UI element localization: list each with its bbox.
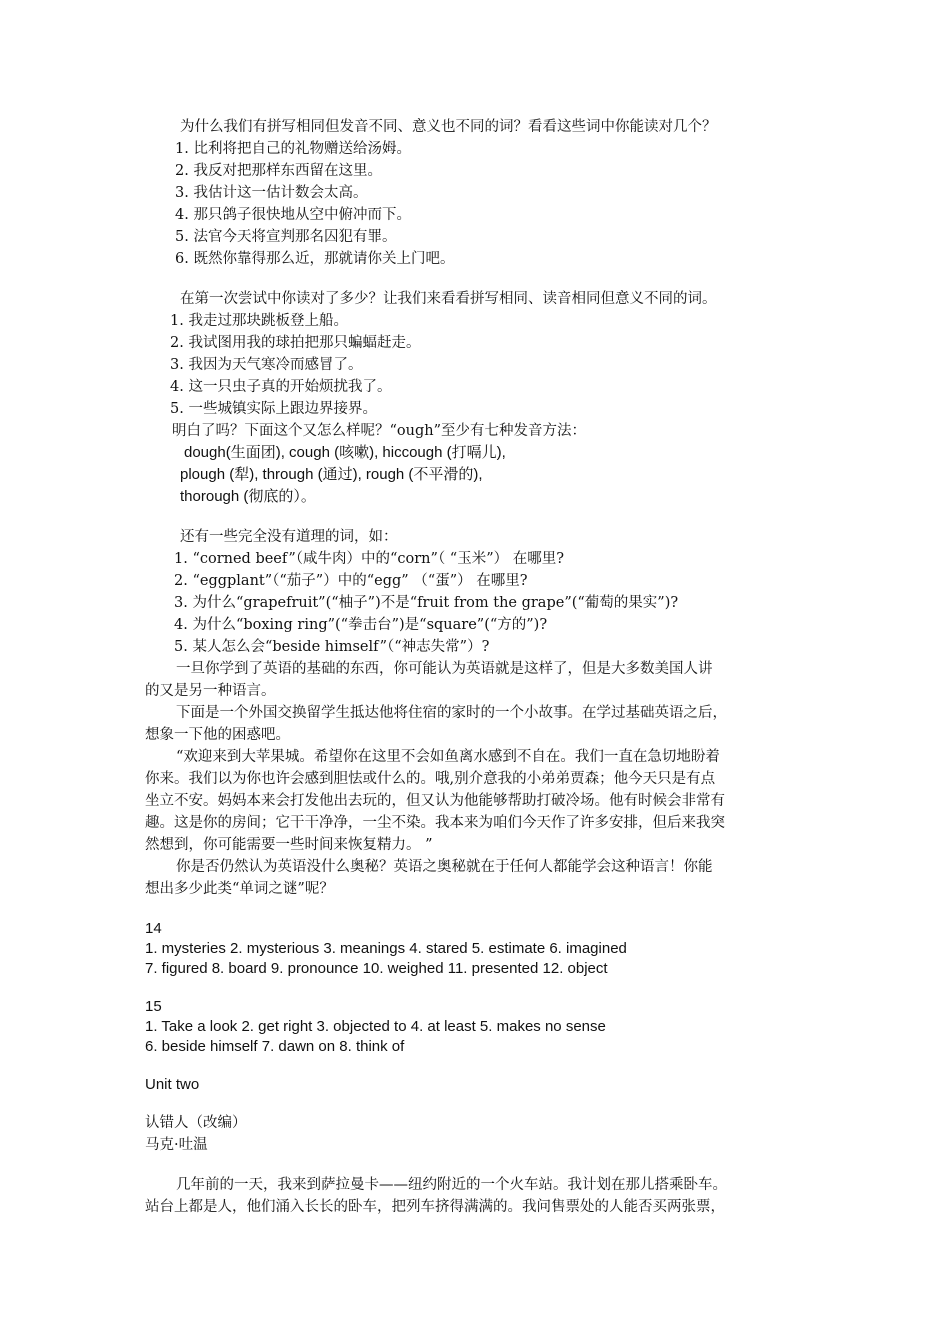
ough-line-1: dough(生面团), cough (咳嗽), hiccough (打嗝儿), [184, 444, 506, 461]
section1-item-1: 1. 比利将把自己的礼物赠送给汤姆。 [175, 141, 411, 157]
section1-item-5: 5. 法官今天将宣判那名囚犯有罪。 [175, 229, 397, 245]
paragraph-3-line-1: “欢迎来到大苹果城。希望你在这里不会如鱼离水感到不自在。我们一直在急切地盼着 [176, 749, 720, 765]
section1-item-6: 6. 既然你靠得那么近，那就请你关上门吧。 [175, 251, 455, 267]
section3-item-2: 2. “eggplant”（“茄子”）中的“egg” （“蛋”） 在哪里? [174, 573, 528, 589]
answers-14-line-2: 7. figured 8. board 9. pronounce 10. weighed 11. presented 12. object [145, 960, 608, 977]
section2-item-2: 2. 我试图用我的球拍把那只蝙蝠赶走。 [170, 335, 421, 351]
section3-item-4: 4. 为什么“boxing ring”(“拳击台”)是“square”(“方的”)? [174, 617, 548, 633]
section3-item-3: 3. 为什么“grapefruit”(“柚子”)不是“fruit from the grape”(“葡萄的果实”)? [174, 595, 679, 611]
story-paragraph-line-1: 几年前的一天，我来到萨拉曼卡——纽约附近的一个火车站。我计划在那儿搭乘卧车。 [176, 1177, 727, 1193]
answers-15-line-2: 6. beside himself 7. dawn on 8. think of [145, 1038, 405, 1055]
paragraph-3-line-2: 你来。我们以为你也许会感到胆怯或什么的。哦,别介意我的小弟弟贾森；他今天只是有点 [145, 771, 716, 787]
section2-item-3: 3. 我因为天气寒冷而感冒了。 [170, 357, 363, 373]
story-paragraph-line-2: 站台上都是人，他们涌入长长的卧车，把列车挤得满满的。我问售票处的人能否买两张票， [145, 1199, 725, 1215]
paragraph-2-line-2: 想象一下他的困惑吧。 [145, 727, 290, 743]
section2-item-1: 1. 我走过那块跳板登上船。 [170, 313, 348, 329]
story-title: 认错人（改编） [145, 1115, 247, 1131]
ough-line-3: thorough (彻底的）。 [180, 488, 316, 505]
section2-item-5: 5. 一些城镇实际上跟边界接界。 [170, 401, 377, 417]
paragraph-3-line-3: 坐立不安。妈妈本来会打发他出去玩的，但又认为他能够帮助打破冷场。他有时候会非常有 [145, 793, 725, 809]
paragraph-3-line-5: 然想到，你可能需要一些时间来恢复精力。 ” [145, 837, 433, 853]
section3-item-1: 1. “corned beef”（咸牛肉）中的“corn”（ “玉米”） 在哪里? [174, 551, 565, 567]
unit-heading: Unit two [145, 1076, 200, 1093]
section2-item-4: 4. 这一只虫子真的开始烦扰我了。 [170, 379, 392, 395]
answers-15-line-1: 1. Take a look 2. get right 3. objected to 4. at least 5. makes no sense [145, 1018, 606, 1035]
paragraph-1-line-1: 一旦你学到了英语的基础的东西，你可能认为英语就是这样了，但是大多数美国人讲 [176, 661, 713, 677]
paragraph-3-line-4: 趣。这是你的房间；它干干净净，一尘不染。我本来为咱们今天作了许多安排，但后来我突 [145, 815, 725, 831]
section1-item-3: 3. 我估计这一估计数会太高。 [175, 185, 368, 201]
answers-14-number: 14 [145, 920, 162, 937]
section1-item-2: 2. 我反对把那样东西留在这里。 [175, 163, 382, 179]
answers-14-line-1: 1. mysteries 2. mysterious 3. meanings 4. stared 5. estimate 6. imagined [145, 940, 627, 957]
section2-intro: 在第一次尝试中你读对了多少？让我们来看看拼写相同、读音相同但意义不同的词。 [180, 291, 717, 307]
answers-15-number: 15 [145, 998, 162, 1015]
paragraph-4-line-2: 想出多少此类“单词之谜”呢？ [145, 881, 334, 897]
section1-intro: 为什么我们有拼写相同但发音不同、意义也不同的词？看看这些词中你能读对几个？ [180, 119, 717, 135]
story-author: 马克·吐温 [145, 1137, 208, 1153]
ough-intro: 明白了吗？下面这个又怎么样呢？“ough”至少有七种发音方法： [172, 423, 587, 439]
paragraph-1-line-2: 的又是另一种语言。 [145, 683, 276, 699]
section1-item-4: 4. 那只鸽子很快地从空中俯冲而下。 [175, 207, 411, 223]
ough-line-2: plough (犁), through (通过), rough (不平滑的), [180, 466, 483, 483]
paragraph-4-line-1: 你是否仍然认为英语没什么奥秘？英语之奥秘就在于任何人都能学会这种语言！你能 [176, 859, 713, 875]
section3-intro: 还有一些完全没有道理的词，如： [180, 529, 398, 545]
section3-item-5: 5. 某人怎么会“beside himself”（“神志失常”）? [174, 639, 490, 655]
paragraph-2-line-1: 下面是一个外国交换留学生抵达他将住宿的家时的一个小故事。在学过基础英语之后， [176, 705, 727, 721]
